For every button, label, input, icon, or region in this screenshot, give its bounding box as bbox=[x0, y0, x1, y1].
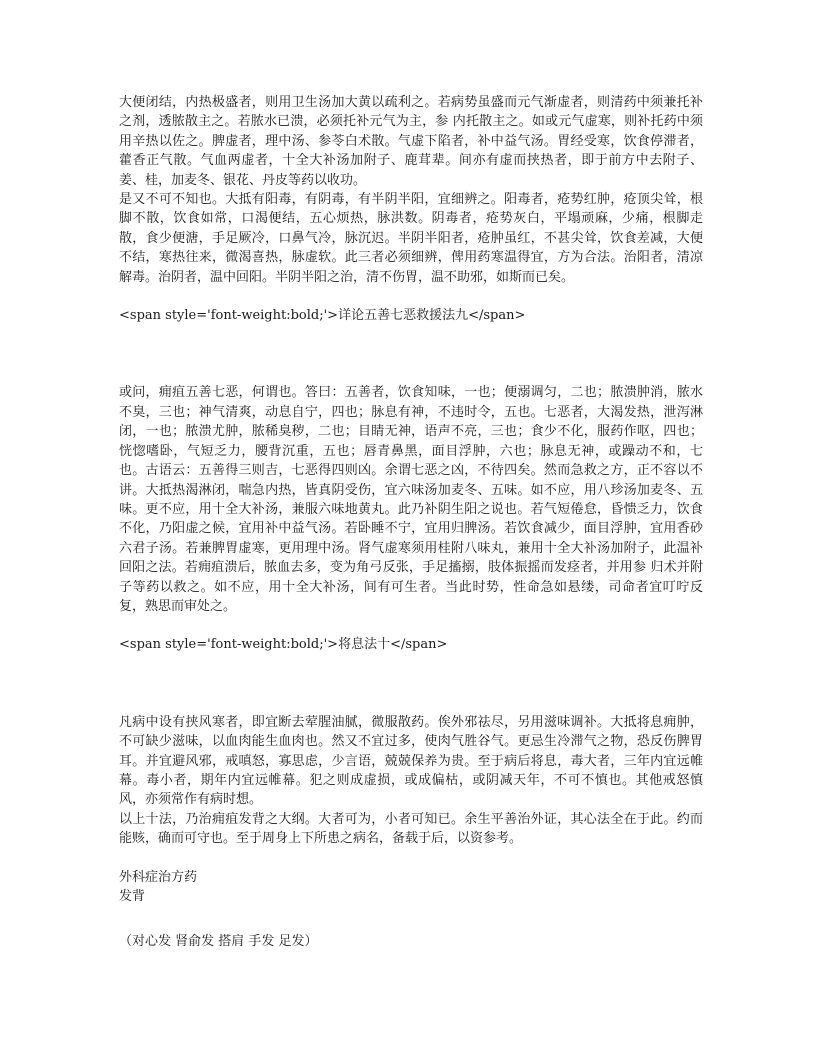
spacer bbox=[119, 287, 703, 306]
spacer bbox=[119, 616, 703, 635]
section-title: 外科症治方药 bbox=[119, 869, 198, 885]
paragraph-5: 以上十法，乃治痈疽发背之大纲。大者可为，小者可知已。余生平善治外证，其心法全在于此。约而能赅，确而可守也。至于周身上下所患之病名，备载于后，以资参考。 bbox=[119, 811, 703, 847]
heading-five-good-seven-bad: <span style='font-weight:bold;'>详论五善七恶救援法九</span> bbox=[119, 308, 526, 324]
subsection-title: 发背 bbox=[119, 889, 146, 904]
spacer bbox=[119, 325, 703, 383]
spacer bbox=[119, 655, 703, 713]
paragraph-3: 或问，痈疽五善七恶，何谓也。答曰：五善者，饮食知味，一也；便溺调匀，二也；脓溃肿消，脓水不臭，三也；神气清爽，动息自宁，四也；脉息有神，不违时令，五也。七恶者，大渴发热，泄泻淋闭，一也；脓溃尤肿，脓稀臭秽，二也；目睛无神，语声不亮，三也；食少不化，服药作呕，四也；恍惚嗜卧，气短乏力，腰背沉重，五也；唇青鼻黑，面目浮肿，六也；脉息无神，或躁动不和，七也。古语云：五善得三则吉，七恶得四则凶。余谓七恶之凶，不待四矣。然而急救之方，正不容以不讲。大抵热渴淋闭，喘急内热，皆真阴受伤，宜六味汤加麦冬、五味。如不应，用八珍汤加麦冬、五味。更不应，用十全大补汤，兼服六味地黄丸。此乃补阴生阳之说也。若气短倦怠，昏愦乏力，饮食不化，乃阳虚之候，宜用补中益气汤。若卧睡不宁，宜用归脾汤。若饮食减少，面目浮肿，宜用香砂六君子汤。若兼脾胃虚寒，更用理中汤。肾气虚寒须用桂附八味丸，兼用十全大补汤加附子，此温补回阳之法。若痈疽溃后，脓血去多，变为角弓反张，手足搐搦，肢体振摇而发痉者，并用参 归术并附子等药以救之。如不应，用十全大补汤，间有可生者。当此时势，性命急如悬缕，司命者宜叮咛反复，熟思而审处之。 bbox=[119, 385, 703, 614]
document-body bbox=[119, 93, 703, 906]
heading-convalescence: <span style='font-weight:bold;'>将息法十</span> bbox=[119, 637, 448, 653]
paragraph-4: 凡病中设有挟风寒者，即宜断去荤腥油腻，微服散药。俟外邪祛尽，另用滋味调补。大抵将息痈肿，不可缺少滋味，以血肉能生血肉也。然又不宜过多，使肉气胜谷气。更忌生冷滞气之物，恐反伤脾胃耳。并宜避风邪，戒嗔怒，寡思虑，少言语，兢兢保养为贵。至于病后将息，毒大者，三年内宜远帷幕。毒小者，期年内宜远帷幕。犯之则成虚损，或成偏枯，或阴减天年，不可不慎也。其他戒怒慎风，亦须常作有病时想。 bbox=[119, 714, 703, 808]
spacer bbox=[119, 849, 703, 868]
footnote: （对心发 肾俞发 搭肩 手发 足发） bbox=[119, 934, 318, 949]
paragraph-1: 大便闭结，内热极盛者，则用卫生汤加大黄以疏利之。若病势虽盛而元气渐虚者，则清药中须兼托补之剂，透脓散主之。若脓水已溃，必须托补元气为主，参 内托散主之。如或元气虚寒，则补托药中须用辛热以佐之。脾虚者，理中汤、参苓白术散。气虚下陷者，补中益气汤。胃经受寒，饮食停滞者，藿香正气散。气血两虚者，十全大补汤加附子、鹿茸辈。间亦有虚而挟热者，即于前方中去附子、姜、桂，加麦冬、银花、丹皮等药以收功。 bbox=[119, 95, 703, 188]
paragraph-2: 是又不可不知也。大抵有阳毒，有阴毒，有半阴半阳，宜细辨之。阳毒者，疮势红肿，疮顶尖耸，根脚不散，饮食如常，口渴便结，五心烦热，脉洪数。阴毒者，疮势灰白，平塌顽麻，少痛，根脚走散，食少便溏，手足厥冷，口鼻气冷，脉沉迟。半阴半阳者，疮肿虽红，不甚尖耸，饮食差减，大便不结，寒热往来，微渴喜热，脉虚软。此三者必须细辨，俾用药寒温得宜，方为合法。治阳者，清凉解毒。治阴者，温中回阳。半阴半阳之治，清不伤胃，温不助邪，如斯而已矣。 bbox=[119, 192, 703, 285]
